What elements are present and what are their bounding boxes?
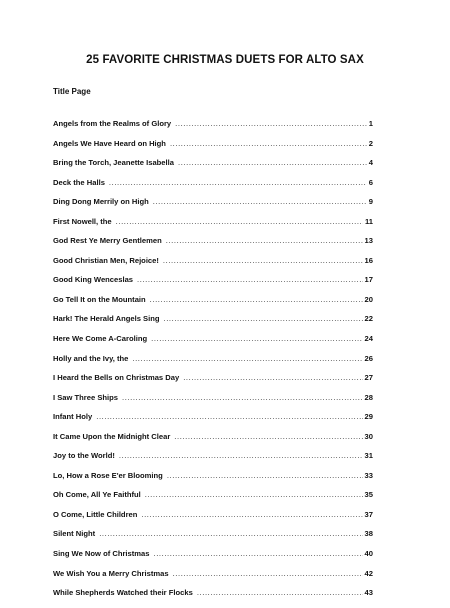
toc-entry-title: Holly and the Ivy, the (53, 353, 129, 363)
toc-entry (53, 432, 373, 452)
toc-entry-page: 20 (364, 294, 373, 304)
toc-entry (53, 256, 373, 276)
toc-entry-title: Sing We Now of Christmas (53, 549, 150, 559)
toc-entry-page: 29 (364, 412, 373, 422)
toc-entry-title: Ding Dong Merrily on High (53, 197, 149, 207)
toc-entry-page: 16 (364, 255, 373, 265)
toc-dot-leader (151, 334, 362, 343)
toc-entry (53, 412, 373, 432)
toc-entry (53, 158, 373, 178)
toc-entry-title: We Wish You a Merry Christmas (53, 568, 169, 578)
toc-entry-title: Bring the Torch, Jeanette Isabella (53, 158, 174, 168)
toc-entry-page: 38 (364, 529, 373, 539)
toc-entry-title: Go Tell It on the Mountain (53, 294, 146, 304)
toc-entry-page: 2 (368, 138, 373, 148)
toc-entry-page: 30 (364, 431, 373, 441)
toc-entry-page: 6 (368, 177, 373, 187)
toc-entry (53, 471, 373, 491)
toc-dot-leader (122, 393, 363, 402)
toc-entry-title: Deck the Halls (53, 177, 105, 187)
toc-dot-leader (150, 295, 363, 304)
toc-dot-leader (178, 158, 367, 167)
toc-entry-page: 9 (368, 197, 373, 207)
toc-dot-leader (141, 510, 362, 519)
toc-entry (53, 197, 373, 217)
toc-entry (53, 119, 373, 139)
toc-entry (53, 314, 373, 334)
toc-entry-title: Good King Wenceslas (53, 275, 134, 285)
toc-dot-leader (96, 412, 362, 421)
toc-entry-title: I Saw Three Ships (53, 392, 118, 402)
toc-entry (53, 510, 373, 530)
toc-entry-page: 27 (364, 373, 373, 383)
toc-entry (53, 178, 373, 198)
toc-entry (53, 295, 373, 315)
toc-entry-page: 33 (364, 470, 373, 480)
toc-entry-page: 11 (364, 216, 373, 226)
toc-entry-page: 37 (364, 509, 373, 519)
toc-dot-leader (175, 119, 367, 128)
toc-entry (53, 334, 373, 354)
toc-entry (53, 217, 373, 237)
toc-dot-leader (174, 432, 362, 441)
toc-dot-leader (163, 256, 363, 265)
toc-dot-leader (153, 197, 367, 206)
toc-dot-leader (109, 178, 367, 187)
toc-entry-title: Silent Night (53, 529, 96, 539)
toc-entry-title: Hark! The Herald Angels Sing (53, 314, 160, 324)
toc-entry-title: Here We Come A-Caroling (53, 334, 148, 344)
toc-dot-leader (163, 314, 362, 323)
toc-entry (53, 549, 373, 569)
toc-entry-page: 26 (364, 353, 373, 363)
toc-dot-leader (119, 451, 363, 460)
toc-entry-page: 13 (364, 236, 373, 246)
toc-dot-leader (116, 217, 363, 226)
toc-entry-page: 43 (364, 588, 373, 598)
toc-entry (53, 490, 373, 510)
toc-entry (53, 354, 373, 374)
toc-entry-page: 22 (364, 314, 373, 324)
toc-dot-leader (153, 549, 362, 558)
toc-entry-title: It Came Upon the Midnight Clear (53, 431, 171, 441)
toc-entry (53, 373, 373, 393)
toc-entry (53, 139, 373, 159)
toc-dot-leader (167, 471, 363, 480)
toc-entry (53, 236, 373, 256)
toc-entry-title: Angels from the Realms of Glory (53, 119, 172, 128)
toc-dot-leader (132, 354, 362, 363)
toc-entry-title: Lo, How a Rose E'er Blooming (53, 470, 163, 480)
toc-entry-title: I Heard the Bells on Christmas Day (53, 373, 180, 383)
toc-entry-title: God Rest Ye Merry Gentlemen (53, 236, 162, 246)
toc-dot-leader (166, 236, 363, 245)
toc-entry-page: 31 (364, 451, 373, 461)
toc-entry-page: 28 (364, 392, 373, 402)
toc-entry-title: While Shepherds Watched their Flocks (53, 588, 193, 598)
toc-entry-title: Good Christian Men, Rejoice! (53, 255, 159, 265)
toc-entry-title: Infant Holy (53, 412, 93, 422)
toc-dot-leader (137, 275, 363, 284)
toc-entry-page: 40 (364, 549, 373, 559)
toc-entry (53, 588, 373, 608)
title-page-heading: Title Page (53, 87, 91, 96)
document-title: 25 FAVORITE CHRISTMAS DUETS FOR ALTO SAX (86, 54, 364, 66)
toc-entry-page: 24 (364, 334, 373, 344)
toc-entry-page: 17 (364, 275, 373, 285)
toc-entry-page: 1 (368, 119, 373, 128)
toc-dot-leader (183, 373, 362, 382)
toc-entry (53, 275, 373, 295)
toc-dot-leader (145, 490, 363, 499)
toc-dot-leader (99, 529, 362, 538)
table-of-contents (53, 119, 373, 608)
toc-dot-leader (197, 588, 363, 597)
toc-entry-title: Joy to the World! (53, 451, 115, 461)
toc-dot-leader (170, 139, 367, 148)
toc-entry-title: Angels We Have Heard on High (53, 138, 166, 148)
toc-entry-title: First Nowell, the (53, 216, 112, 226)
toc-entry-page: 4 (368, 158, 373, 168)
toc-entry-title: Oh Come, All Ye Faithful (53, 490, 141, 500)
toc-entry (53, 393, 373, 413)
toc-entry-page: 35 (364, 490, 373, 500)
toc-entry-page: 42 (364, 568, 373, 578)
toc-entry-title: O Come, Little Children (53, 509, 138, 519)
toc-dot-leader (173, 569, 363, 578)
toc-entry (53, 529, 373, 549)
toc-entry (53, 569, 373, 589)
toc-entry (53, 451, 373, 471)
